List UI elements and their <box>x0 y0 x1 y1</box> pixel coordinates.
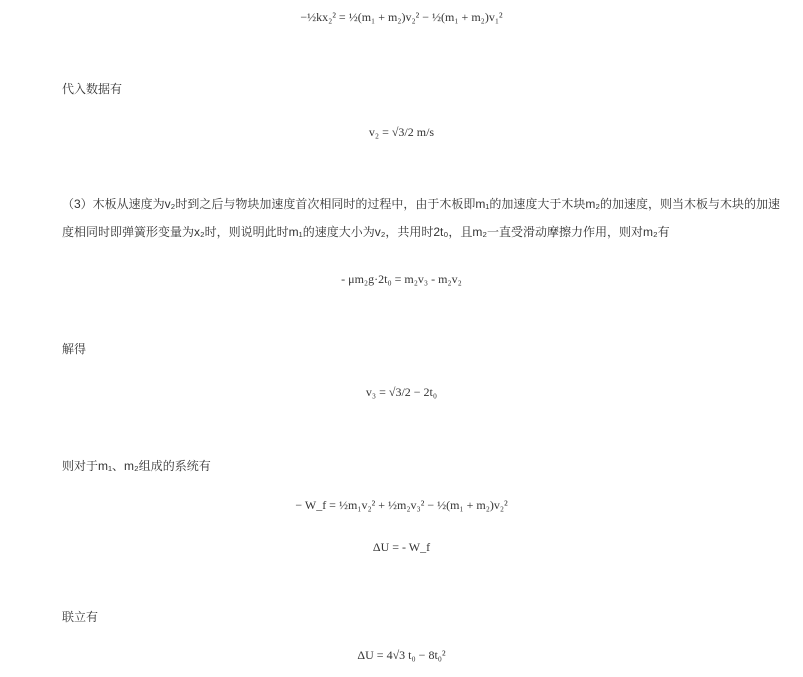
equation-energy <box>0 10 803 25</box>
equation-delta-u <box>0 540 803 555</box>
equation-v2 <box>0 125 803 140</box>
equation-v3 <box>0 385 803 400</box>
equation-work <box>0 498 803 513</box>
equation-energy-text: −½kx₂² = ½(m₁ + m₂)v₂² − ½(m₁ + m₂)v₁² <box>300 10 503 24</box>
label-solve: 解得 <box>62 342 87 356</box>
equation-momentum-text: - μm₂g·2t₀ = m₂v₃ - m₂v₂ <box>341 272 462 286</box>
label-substitute: 代入数据有 <box>62 82 123 96</box>
equation-result-text: ΔU = 4√3 t₀ − 8t₀² <box>357 648 446 662</box>
equation-result <box>0 648 803 663</box>
equation-work-text: − W_f = ½m₁v₂² + ½m₂v₃² − ½(m₁ + m₂)v₂² <box>295 498 508 512</box>
label-combine: 联立有 <box>62 610 99 624</box>
equation-momentum <box>0 272 803 287</box>
paragraph-part3: （3）木板从速度为v₂时到之后与物块加速度首次相同时的过程中，由于木板即m₁的加速度大于木块m₂的加速度，则当木板与木块的加速度相同时即弹簧形变量为x₂时，则说明此时m₁的速度大小为v₂，共用时2t₀，且m₂一直受滑动摩擦力作用，则对m₂有 <box>62 197 781 239</box>
equation-v2-text: v₂ = √3/2 m/s <box>368 125 435 139</box>
equation-delta-u-text: ΔU = - W_f <box>372 540 431 554</box>
equation-v3-text: v₃ = √3/2 − 2t₀ <box>365 385 438 399</box>
label-system: 则对于m₁、m₂组成的系统有 <box>62 459 211 473</box>
